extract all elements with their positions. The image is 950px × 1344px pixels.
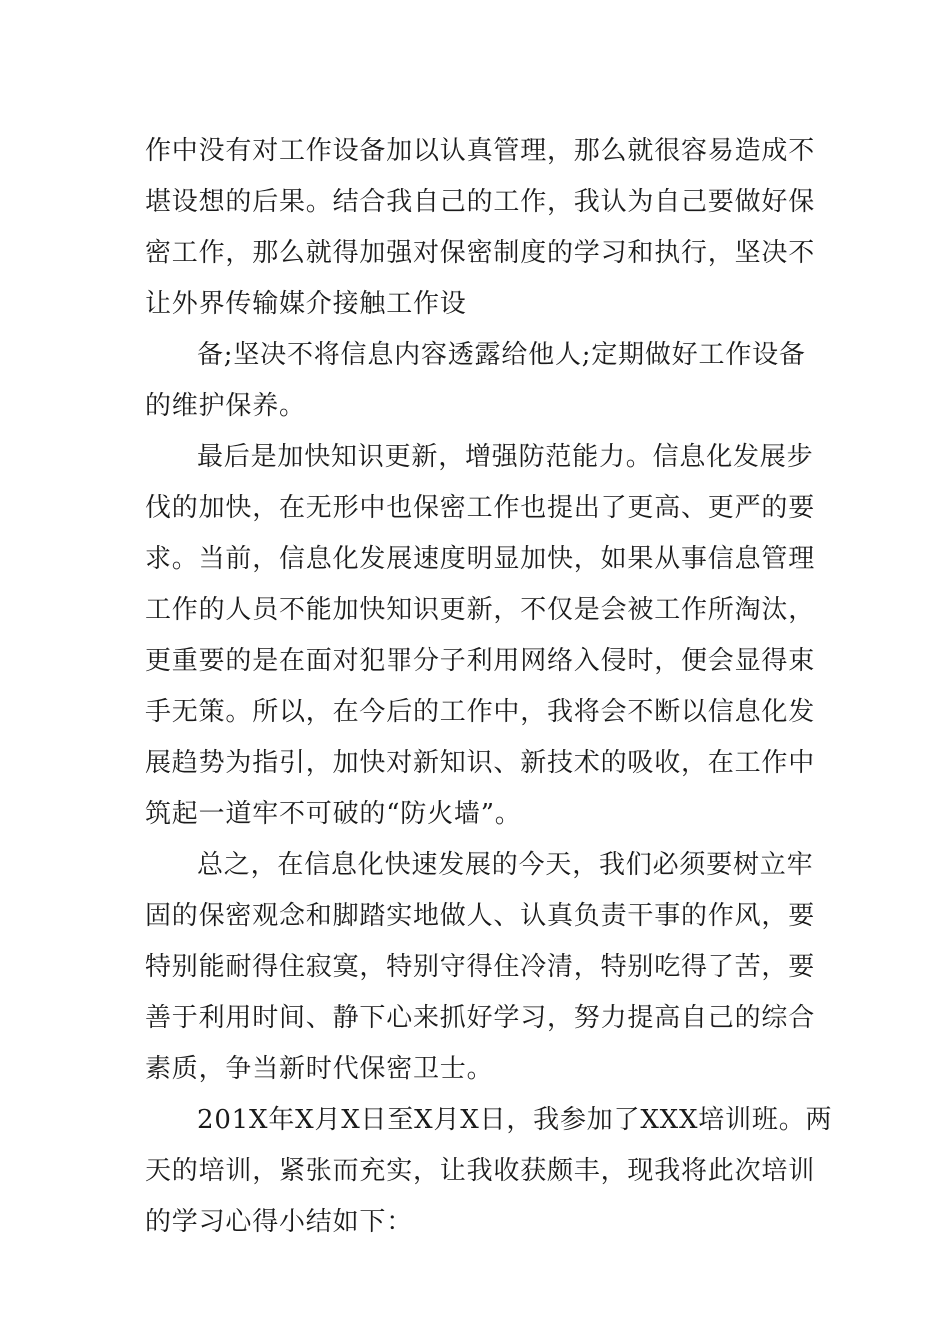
- text-line: 善于利用时间、静下心来抓好学习，努力提高自己的综合: [145, 1003, 816, 1033]
- text-line: 堪设想的后果。结合我自己的工作，我认为自己要做好保: [145, 187, 816, 217]
- text-line: 筑起一道牢不可破的“防火墙”。: [145, 799, 522, 829]
- text-line: 手无策。所以，在今后的工作中，我将会不断以信息化发: [145, 697, 816, 727]
- text-line: 更重要的是在面对犯罪分子利用网络入侵时，便会显得束: [145, 646, 816, 676]
- text-line: 素质，争当新时代保密卫士。: [145, 1054, 494, 1084]
- text-line: 的学习心得小结如下：: [145, 1207, 414, 1237]
- text-line: 特别能耐得住寂寞，特别守得住冷清，特别吃得了苦，要: [145, 952, 816, 982]
- text-line: 伐的加快，在无形中也保密工作也提出了更高、更严的要: [145, 493, 816, 523]
- paragraph: [145, 840, 816, 1095]
- text-line: 备;坚决不将信息内容透露给他人;定期做好工作设备: [197, 340, 806, 370]
- text-line: 作中没有对工作设备加以认真管理，那么就很容易造成不: [145, 136, 816, 166]
- paragraph: [145, 432, 816, 840]
- document-body: [145, 126, 833, 1248]
- paragraph: [145, 1095, 833, 1248]
- text-line: 的维护保养。: [145, 391, 306, 421]
- text-line: 最后是加快知识更新，增强防范能力。信息化发展步: [197, 442, 814, 472]
- text-line: 密工作，那么就得加强对保密制度的学习和执行，坚决不: [145, 238, 816, 268]
- text-line: 固的保密观念和脚踏实地做人、认真负责干事的作风，要: [145, 901, 816, 931]
- paragraph: [145, 330, 810, 432]
- text-line: 总之，在信息化快速发展的今天，我们必须要树立牢: [197, 850, 814, 880]
- text-line: 求。当前，信息化发展速度明显加快，如果从事信息管理: [145, 544, 816, 574]
- paragraph: [145, 126, 816, 330]
- text-line: 让外界传输媒介接触工作设: [145, 289, 467, 319]
- text-line: 工作的人员不能加快知识更新，不仅是会被工作所淘汰，: [145, 595, 816, 625]
- text-line: 天的培训，紧张而充实，让我收获颇丰，现我将此次培训: [145, 1156, 816, 1186]
- text-line: 201X年X月X日至X月X日，我参加了XXX培训班。两: [197, 1105, 833, 1135]
- text-line: 展趋势为指引，加快对新知识、新技术的吸收，在工作中: [145, 748, 816, 778]
